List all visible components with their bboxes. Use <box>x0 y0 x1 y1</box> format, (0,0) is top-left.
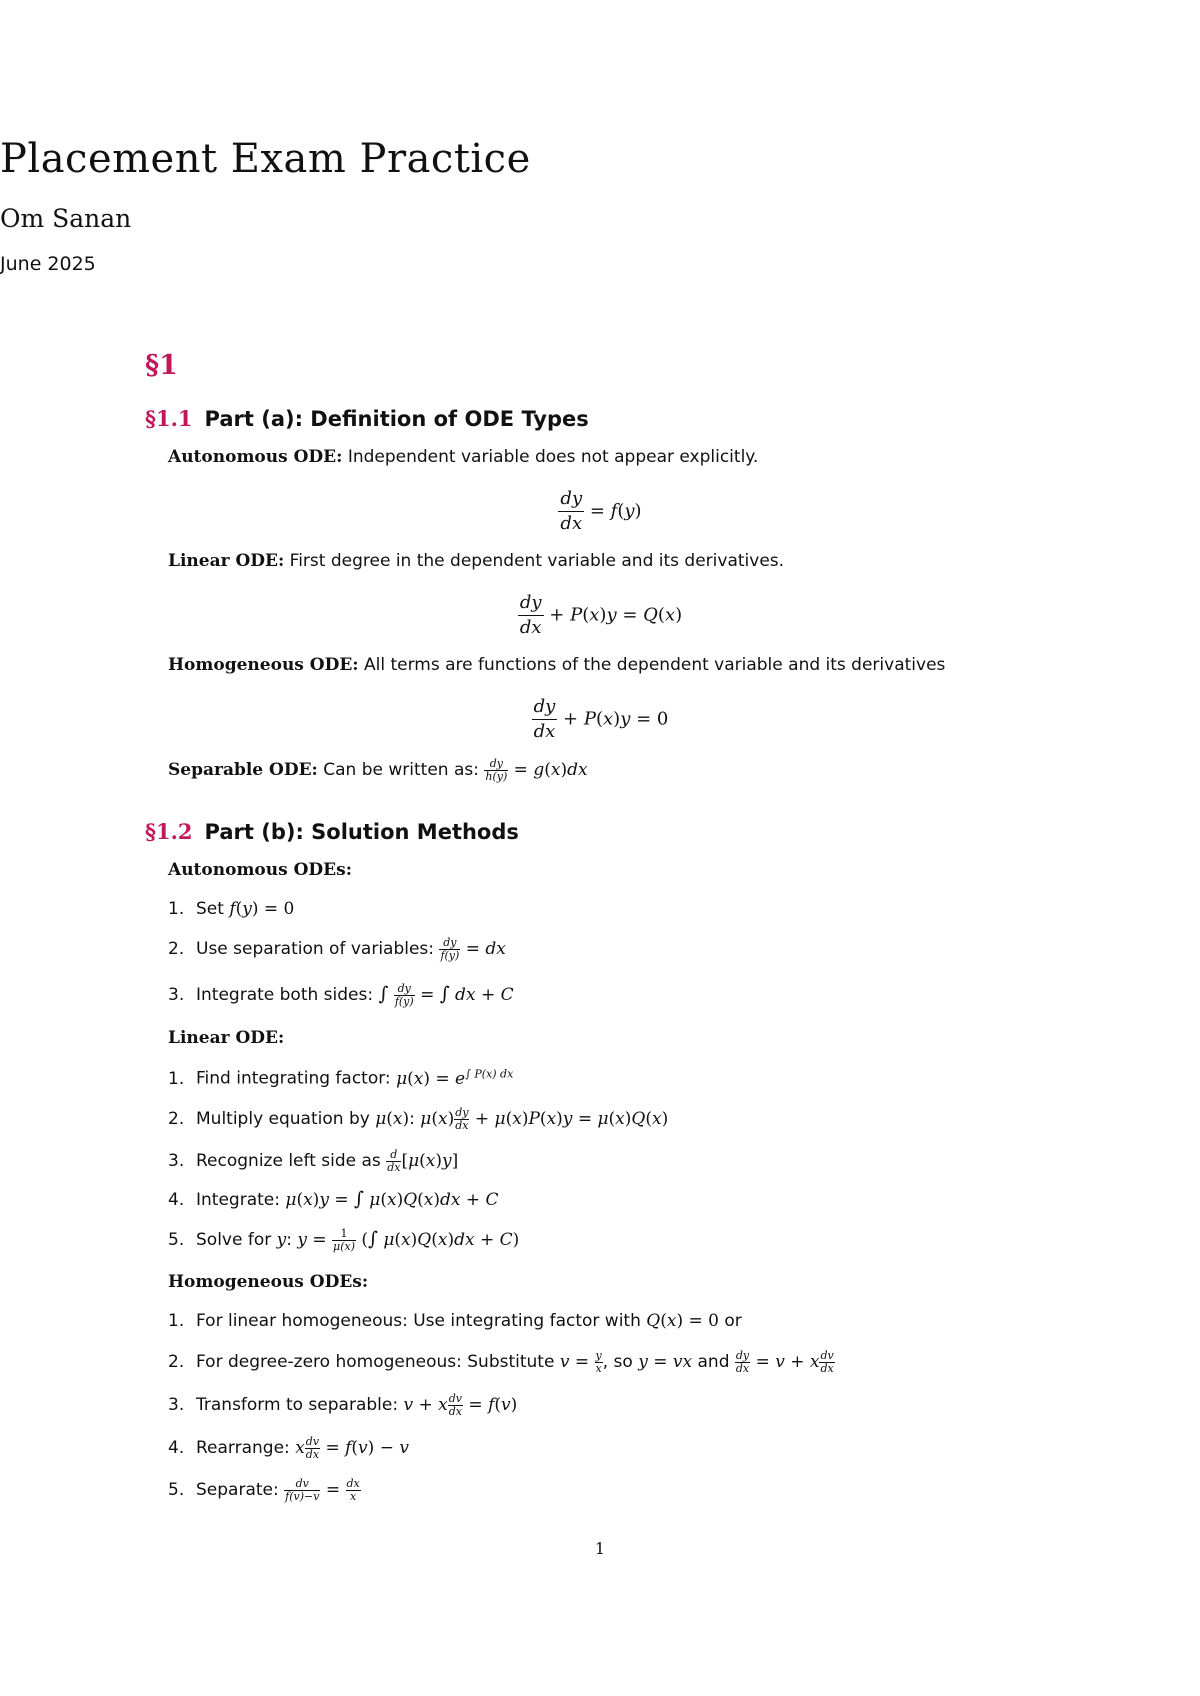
definition-autonomous <box>168 447 758 467</box>
equation-homogeneous: $\frac{dy}{dx}$ + P(x)y = 0 <box>533 696 669 742</box>
list-item: 1. For linear homogeneous: Use integrating factor with Q(x) = 0 or <box>168 1311 742 1331</box>
list-item: 2. Multiply equation by μ(x): μ(x) $\frac{dy}{dx}$ + μ(x)P(x)y = μ(x)Q(x) <box>168 1106 669 1132</box>
definition-label: Autonomous ODE: <box>168 447 343 467</box>
definition-text: Can be written as: <box>323 760 479 780</box>
definition-homogeneous <box>168 655 945 675</box>
definition-label: Separable ODE: <box>168 760 318 780</box>
page-number: 1 <box>594 1539 606 1558</box>
definition-text: All terms are functions of the dependent variable and its derivatives <box>363 655 946 675</box>
author: Om Sanan <box>0 204 132 233</box>
subsection-number: §1.2 <box>145 819 193 844</box>
subsection-title: Part (a): Definition of ODE Types <box>204 407 589 431</box>
page-title: Placement Exam Practice <box>0 136 531 182</box>
list-item: 3. Integrate both sides: ∫ $\frac{dy}{f(y)}$ = ∫ dx + C <box>168 982 514 1008</box>
definition-separable: Separable ODE: Can be written as: $\frac{dy}{h(y)}$ = g(x)dx <box>168 757 588 783</box>
definition-label: Linear ODE: <box>168 551 285 571</box>
list-item: 2. For degree-zero homogeneous: Substitute v = $\frac{y}{x}$ , so y = vx and $\frac{dy}{dx}$ = v + x $\frac{dv}{dx}$ <box>168 1349 834 1375</box>
equation-autonomous: $\frac{dy}{dx}$ = f(y) <box>560 488 642 534</box>
date: June 2025 <box>0 253 96 275</box>
method-heading-linear: Linear ODE: <box>168 1028 285 1048</box>
equation-linear: $\frac{dy}{dx}$ + P(x)y = Q(x) <box>519 592 683 638</box>
list-item: 5. Separate: $\frac{dv}{f(v)-v}$ = $\frac{dx}{x}$ <box>168 1477 360 1503</box>
subsection-heading-a <box>145 406 589 431</box>
definition-linear <box>168 551 784 571</box>
list-item: 3. Transform to separable: v + x $\frac{dv}{dx}$ = f(v) <box>168 1392 518 1418</box>
list-item: 1. Set f(y) = 0 <box>168 899 295 919</box>
definition-text: Independent variable does not appear explicitly. <box>347 447 759 467</box>
list-item: 4. Rearrange: x $\frac{dv}{dx}$ = f(v) − v <box>168 1435 409 1461</box>
list-item: 1. Find integrating factor: $\mu(x) = e^{\int P(x) dx}$ <box>168 1067 514 1089</box>
list-item: 2. Use separation of variables: $\frac{dy}{f(y)}$ = dx <box>168 936 506 962</box>
list-item: 5. Solve for y: y = $\frac{1}{\mu(x)}$ (∫ μ(x)Q(x)dx + C) <box>168 1227 520 1253</box>
list-item: 3. Recognize left side as $\frac{d}{dx}$ [μ(x)y] <box>168 1148 459 1174</box>
subsection-number: §1.1 <box>145 406 193 431</box>
method-heading-homogeneous: Homogeneous ODEs: <box>168 1272 369 1292</box>
method-heading-autonomous: Autonomous ODEs: <box>168 860 352 880</box>
subsection-heading-b <box>145 819 519 844</box>
subsection-title: Part (b): Solution Methods <box>204 820 519 844</box>
definition-label: Homogeneous ODE: <box>168 655 359 675</box>
list-item: 4. Integrate: μ(x)y = ∫ μ(x)Q(x)dx + C <box>168 1188 499 1210</box>
section-heading: §1 <box>145 350 178 381</box>
definition-text: First degree in the dependent variable and its derivatives. <box>289 551 785 571</box>
